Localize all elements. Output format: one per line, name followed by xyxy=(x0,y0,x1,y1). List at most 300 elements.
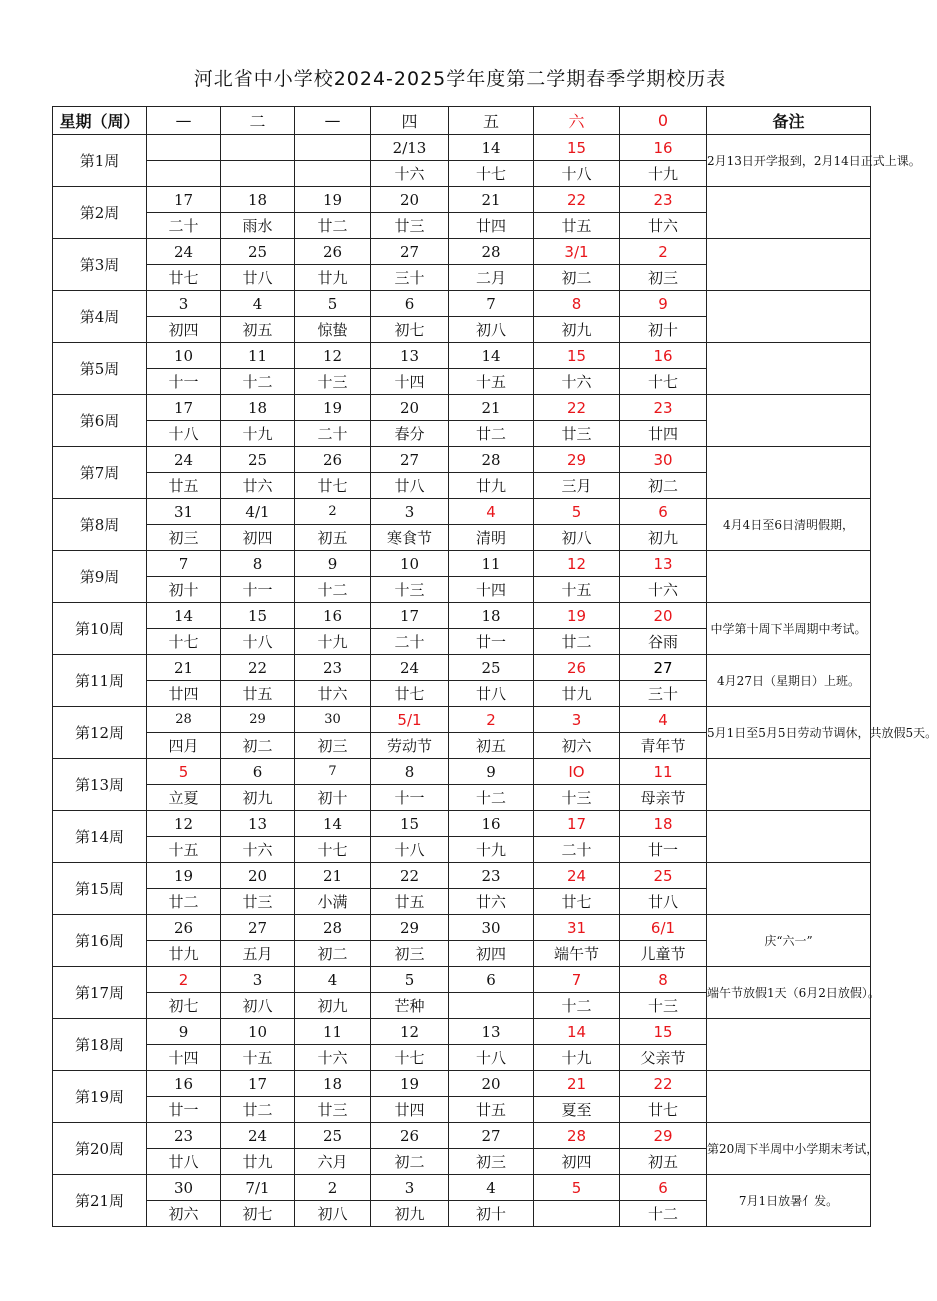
lunar-cell: 十六 xyxy=(620,577,707,603)
date-cell: 6 xyxy=(620,499,707,525)
note-cell xyxy=(707,291,871,343)
date-cell: 2 xyxy=(295,499,371,525)
lunar-cell: 十四 xyxy=(147,1045,221,1071)
header-week: 星期（周） xyxy=(53,107,147,135)
note-cell xyxy=(707,343,871,395)
lunar-cell: 廿七 xyxy=(620,1097,707,1123)
date-cell: 6 xyxy=(449,967,534,993)
week-date-row xyxy=(53,915,871,941)
date-cell: 17 xyxy=(147,395,221,421)
lunar-cell: 初九 xyxy=(221,785,295,811)
week-label: 第18周 xyxy=(53,1019,147,1071)
lunar-cell: 廿六 xyxy=(620,213,707,239)
date-cell: 20 xyxy=(371,395,449,421)
lunar-cell: 立夏 xyxy=(147,785,221,811)
lunar-cell: 初十 xyxy=(620,317,707,343)
lunar-cell: 廿四 xyxy=(449,213,534,239)
lunar-cell: 廿五 xyxy=(449,1097,534,1123)
date-cell: 30 xyxy=(147,1175,221,1201)
lunar-cell: 初十 xyxy=(449,1201,534,1227)
header-fri: 五 xyxy=(449,107,534,135)
date-cell: 13 xyxy=(620,551,707,577)
date-cell: 16 xyxy=(620,343,707,369)
week-label: 第19周 xyxy=(53,1071,147,1123)
date-cell xyxy=(295,135,371,161)
date-cell: 27 xyxy=(449,1123,534,1149)
date-cell: 9 xyxy=(295,551,371,577)
date-cell: 2 xyxy=(620,239,707,265)
lunar-cell: 初三 xyxy=(371,941,449,967)
lunar-cell: 十三 xyxy=(620,993,707,1019)
date-cell: 15 xyxy=(221,603,295,629)
lunar-cell: 雨水 xyxy=(221,213,295,239)
lunar-cell: 廿七 xyxy=(147,265,221,291)
lunar-cell: 廿三 xyxy=(371,213,449,239)
week-date-row xyxy=(53,863,871,889)
date-cell: 10 xyxy=(221,1019,295,1045)
date-cell: 21 xyxy=(534,1071,620,1097)
lunar-cell: 廿二 xyxy=(147,889,221,915)
lunar-cell: 廿五 xyxy=(371,889,449,915)
page-title: 河北省中小学校2024-2025学年度第二学期春季学期校历表 xyxy=(193,68,727,90)
date-cell: 27 xyxy=(371,447,449,473)
lunar-cell: 十八 xyxy=(371,837,449,863)
lunar-cell: 廿九 xyxy=(295,265,371,291)
lunar-cell: 初七 xyxy=(147,993,221,1019)
lunar-cell: 十九 xyxy=(221,421,295,447)
date-cell: 9 xyxy=(620,291,707,317)
date-cell: 6/1 xyxy=(620,915,707,941)
lunar-cell xyxy=(221,161,295,187)
lunar-cell: 十八 xyxy=(449,1045,534,1071)
date-cell: 23 xyxy=(449,863,534,889)
date-cell: 12 xyxy=(147,811,221,837)
lunar-cell: 十九 xyxy=(449,837,534,863)
lunar-cell: 廿八 xyxy=(620,889,707,915)
week-label: 第1周 xyxy=(53,135,147,187)
date-cell: 28 xyxy=(449,239,534,265)
week-date-row xyxy=(53,603,871,629)
date-cell: 21 xyxy=(449,395,534,421)
date-cell: 20 xyxy=(221,863,295,889)
lunar-cell: 二月 xyxy=(449,265,534,291)
week-label: 第7周 xyxy=(53,447,147,499)
lunar-cell: 廿七 xyxy=(534,889,620,915)
lunar-cell: 廿二 xyxy=(534,629,620,655)
date-cell: IO xyxy=(534,759,620,785)
lunar-cell: 廿五 xyxy=(221,681,295,707)
week-date-row xyxy=(53,343,871,369)
date-cell: 26 xyxy=(147,915,221,941)
note-cell: 庆“六一” xyxy=(707,915,871,967)
lunar-cell: 母亲节 xyxy=(620,785,707,811)
lunar-cell: 廿一 xyxy=(449,629,534,655)
date-cell: 20 xyxy=(371,187,449,213)
date-cell: 15 xyxy=(620,1019,707,1045)
lunar-cell: 廿九 xyxy=(449,473,534,499)
lunar-cell: 廿七 xyxy=(295,473,371,499)
date-cell: 22 xyxy=(534,187,620,213)
date-cell: 17 xyxy=(534,811,620,837)
lunar-cell: 廿三 xyxy=(221,889,295,915)
lunar-cell: 初二 xyxy=(534,265,620,291)
week-date-row xyxy=(53,655,871,681)
date-cell: 8 xyxy=(620,967,707,993)
lunar-cell: 廿五 xyxy=(147,473,221,499)
date-cell: 11 xyxy=(620,759,707,785)
lunar-cell: 十一 xyxy=(371,785,449,811)
note-cell xyxy=(707,759,871,811)
lunar-cell: 廿六 xyxy=(221,473,295,499)
date-cell: 20 xyxy=(449,1071,534,1097)
lunar-cell: 十八 xyxy=(221,629,295,655)
note-cell xyxy=(707,551,871,603)
week-date-row xyxy=(53,1019,871,1045)
week-date-row xyxy=(53,759,871,785)
date-cell: 17 xyxy=(371,603,449,629)
note-cell: 2月13日开学报到，2月14日正式上课。 xyxy=(707,135,871,187)
week-date-row xyxy=(53,1123,871,1149)
lunar-cell: 初五 xyxy=(295,525,371,551)
lunar-cell: 十九 xyxy=(534,1045,620,1071)
week-label: 第20周 xyxy=(53,1123,147,1175)
lunar-cell: 初六 xyxy=(147,1201,221,1227)
lunar-cell: 四月 xyxy=(147,733,221,759)
date-cell: 7/1 xyxy=(221,1175,295,1201)
week-date-row xyxy=(53,707,871,733)
date-cell: 25 xyxy=(295,1123,371,1149)
date-cell: 4 xyxy=(221,291,295,317)
lunar-cell: 廿七 xyxy=(371,681,449,707)
lunar-cell: 十六 xyxy=(534,369,620,395)
lunar-cell: 初八 xyxy=(295,1201,371,1227)
date-cell: 6 xyxy=(221,759,295,785)
date-cell: 16 xyxy=(295,603,371,629)
lunar-cell: 初三 xyxy=(147,525,221,551)
date-cell: 25 xyxy=(620,863,707,889)
date-cell: 22 xyxy=(534,395,620,421)
date-cell: 11 xyxy=(295,1019,371,1045)
week-label: 第13周 xyxy=(53,759,147,811)
lunar-cell: 初四 xyxy=(534,1149,620,1175)
lunar-cell: 十八 xyxy=(147,421,221,447)
lunar-cell: 廿三 xyxy=(534,421,620,447)
lunar-cell: 初九 xyxy=(371,1201,449,1227)
date-cell: 2/13 xyxy=(371,135,449,161)
date-cell: 17 xyxy=(147,187,221,213)
lunar-cell: 廿九 xyxy=(147,941,221,967)
week-date-row xyxy=(53,187,871,213)
lunar-cell: 三月 xyxy=(534,473,620,499)
lunar-cell xyxy=(295,161,371,187)
lunar-cell: 十九 xyxy=(295,629,371,655)
note-cell xyxy=(707,395,871,447)
date-cell: 30 xyxy=(295,707,371,733)
lunar-cell: 二十 xyxy=(371,629,449,655)
lunar-cell: 初二 xyxy=(371,1149,449,1175)
date-cell: 30 xyxy=(449,915,534,941)
date-cell: 8 xyxy=(534,291,620,317)
lunar-cell: 初二 xyxy=(620,473,707,499)
week-label: 第15周 xyxy=(53,863,147,915)
date-cell: 5 xyxy=(534,1175,620,1201)
lunar-cell: 廿二 xyxy=(295,213,371,239)
lunar-cell: 初三 xyxy=(295,733,371,759)
header-wed: — xyxy=(295,107,371,135)
week-label: 第5周 xyxy=(53,343,147,395)
lunar-cell: 初十 xyxy=(295,785,371,811)
lunar-cell: 廿四 xyxy=(371,1097,449,1123)
lunar-cell: 廿四 xyxy=(620,421,707,447)
lunar-cell: 初七 xyxy=(371,317,449,343)
week-label: 第6周 xyxy=(53,395,147,447)
date-cell: 10 xyxy=(371,551,449,577)
lunar-cell: 初六 xyxy=(534,733,620,759)
week-date-row xyxy=(53,447,871,473)
note-cell xyxy=(707,187,871,239)
date-cell: 17 xyxy=(221,1071,295,1097)
lunar-cell: 十三 xyxy=(534,785,620,811)
lunar-cell: 廿八 xyxy=(147,1149,221,1175)
lunar-cell: 初四 xyxy=(449,941,534,967)
date-cell: 26 xyxy=(371,1123,449,1149)
week-date-row xyxy=(53,239,871,265)
lunar-cell: 六月 xyxy=(295,1149,371,1175)
date-cell: 10 xyxy=(147,343,221,369)
date-cell: 11 xyxy=(221,343,295,369)
lunar-cell: 初五 xyxy=(221,317,295,343)
lunar-cell: 初二 xyxy=(295,941,371,967)
date-cell: 2 xyxy=(449,707,534,733)
date-cell: 26 xyxy=(295,447,371,473)
header-sat: 六 xyxy=(534,107,620,135)
date-cell: 28 xyxy=(449,447,534,473)
lunar-cell: 十二 xyxy=(534,993,620,1019)
lunar-cell: 初八 xyxy=(221,993,295,1019)
lunar-cell: 十六 xyxy=(221,837,295,863)
lunar-cell: 二十 xyxy=(147,213,221,239)
date-cell: 23 xyxy=(620,187,707,213)
lunar-cell: 十八 xyxy=(534,161,620,187)
date-cell: 14 xyxy=(449,135,534,161)
week-date-row xyxy=(53,291,871,317)
date-cell: 29 xyxy=(371,915,449,941)
lunar-cell: 十七 xyxy=(620,369,707,395)
lunar-cell: 劳动节 xyxy=(371,733,449,759)
date-cell: 14 xyxy=(295,811,371,837)
header-row xyxy=(53,107,871,135)
date-cell: 28 xyxy=(534,1123,620,1149)
lunar-cell: 十二 xyxy=(295,577,371,603)
date-cell: 31 xyxy=(147,499,221,525)
date-cell: 16 xyxy=(449,811,534,837)
date-cell xyxy=(221,135,295,161)
date-cell: 15 xyxy=(534,135,620,161)
date-cell: 23 xyxy=(295,655,371,681)
date-cell: 23 xyxy=(620,395,707,421)
date-cell: 8 xyxy=(221,551,295,577)
lunar-cell: 初二 xyxy=(221,733,295,759)
lunar-cell: 十一 xyxy=(147,369,221,395)
date-cell: 29 xyxy=(620,1123,707,1149)
date-cell: 25 xyxy=(449,655,534,681)
date-cell: 26 xyxy=(534,655,620,681)
lunar-cell: 廿二 xyxy=(449,421,534,447)
note-cell xyxy=(707,1019,871,1071)
lunar-cell: 廿八 xyxy=(221,265,295,291)
date-cell: 4 xyxy=(449,1175,534,1201)
date-cell: 12 xyxy=(295,343,371,369)
lunar-cell: 儿童节 xyxy=(620,941,707,967)
lunar-cell: 二十 xyxy=(534,837,620,863)
lunar-cell: 廿一 xyxy=(620,837,707,863)
lunar-cell: 初七 xyxy=(221,1201,295,1227)
date-cell: 6 xyxy=(620,1175,707,1201)
lunar-cell: 初九 xyxy=(620,525,707,551)
date-cell: 15 xyxy=(371,811,449,837)
date-cell: 18 xyxy=(221,395,295,421)
lunar-cell: 端午节 xyxy=(534,941,620,967)
lunar-cell: 廿三 xyxy=(295,1097,371,1123)
lunar-cell: 寒食节 xyxy=(371,525,449,551)
date-cell: 31 xyxy=(534,915,620,941)
school-calendar-table xyxy=(52,106,937,1227)
lunar-cell: 廿二 xyxy=(221,1097,295,1123)
date-cell: 3 xyxy=(371,1175,449,1201)
date-cell: 24 xyxy=(371,655,449,681)
date-cell: 14 xyxy=(534,1019,620,1045)
lunar-cell: 十二 xyxy=(620,1201,707,1227)
lunar-cell: 清明 xyxy=(449,525,534,551)
note-cell xyxy=(707,811,871,863)
week-date-row xyxy=(53,1071,871,1097)
week-label: 第21周 xyxy=(53,1175,147,1227)
lunar-cell: 初十 xyxy=(147,577,221,603)
date-cell: 24 xyxy=(534,863,620,889)
date-cell: 3 xyxy=(371,499,449,525)
lunar-cell: 三十 xyxy=(371,265,449,291)
date-cell: 21 xyxy=(449,187,534,213)
date-cell: 28 xyxy=(295,915,371,941)
lunar-cell: 十五 xyxy=(221,1045,295,1071)
week-date-row xyxy=(53,1175,871,1201)
date-cell: 23 xyxy=(147,1123,221,1149)
lunar-cell xyxy=(147,161,221,187)
lunar-cell: 廿一 xyxy=(147,1097,221,1123)
lunar-cell: 初五 xyxy=(620,1149,707,1175)
lunar-cell: 初四 xyxy=(221,525,295,551)
week-date-row xyxy=(53,499,871,525)
lunar-cell: 十五 xyxy=(147,837,221,863)
date-cell: 19 xyxy=(371,1071,449,1097)
week-label: 第4周 xyxy=(53,291,147,343)
lunar-cell: 二十 xyxy=(295,421,371,447)
date-cell: 5 xyxy=(295,291,371,317)
lunar-cell: 十六 xyxy=(371,161,449,187)
date-cell: 5/1 xyxy=(371,707,449,733)
lunar-cell: 十一 xyxy=(221,577,295,603)
lunar-cell: 廿四 xyxy=(147,681,221,707)
calendar-body xyxy=(53,135,937,1227)
date-cell: 18 xyxy=(295,1071,371,1097)
date-cell: 27 xyxy=(620,655,707,681)
note-cell xyxy=(707,239,871,291)
lunar-cell: 初四 xyxy=(147,317,221,343)
date-cell: 5 xyxy=(534,499,620,525)
week-label: 第8周 xyxy=(53,499,147,551)
header-sun: 0 xyxy=(620,107,707,135)
date-cell: 2 xyxy=(295,1175,371,1201)
date-cell: 28 xyxy=(147,707,221,733)
lunar-cell: 父亲节 xyxy=(620,1045,707,1071)
lunar-cell: 十三 xyxy=(371,577,449,603)
note-cell: 第20周下半周中小学期末考试， xyxy=(707,1123,871,1175)
date-cell xyxy=(147,135,221,161)
date-cell: 7 xyxy=(534,967,620,993)
date-cell: 5 xyxy=(147,759,221,785)
date-cell: 25 xyxy=(221,447,295,473)
lunar-cell: 十五 xyxy=(449,369,534,395)
date-cell: 12 xyxy=(534,551,620,577)
date-cell: 8 xyxy=(371,759,449,785)
note-cell: 4月27日（星期日）上班。 xyxy=(707,655,871,707)
date-cell: 25 xyxy=(221,239,295,265)
note-cell: 4月4日至6日清明假期， xyxy=(707,499,871,551)
lunar-cell: 初三 xyxy=(620,265,707,291)
lunar-cell: 十四 xyxy=(449,577,534,603)
date-cell: 7 xyxy=(449,291,534,317)
date-cell: 9 xyxy=(147,1019,221,1045)
lunar-cell: 十七 xyxy=(147,629,221,655)
lunar-cell: 十四 xyxy=(371,369,449,395)
lunar-cell: 初九 xyxy=(534,317,620,343)
date-cell: 18 xyxy=(221,187,295,213)
date-cell: 19 xyxy=(147,863,221,889)
lunar-cell: 初五 xyxy=(449,733,534,759)
date-cell: 13 xyxy=(449,1019,534,1045)
date-cell: 6 xyxy=(371,291,449,317)
date-cell: 7 xyxy=(147,551,221,577)
lunar-cell: 青年节 xyxy=(620,733,707,759)
header-notes: 备注 xyxy=(707,107,871,135)
date-cell: 26 xyxy=(295,239,371,265)
date-cell: 9 xyxy=(449,759,534,785)
lunar-cell: 十六 xyxy=(295,1045,371,1071)
lunar-cell: 十九 xyxy=(620,161,707,187)
lunar-cell: 廿九 xyxy=(534,681,620,707)
date-cell: 3 xyxy=(147,291,221,317)
lunar-cell: 春分 xyxy=(371,421,449,447)
lunar-cell xyxy=(534,1201,620,1227)
date-cell: 19 xyxy=(295,395,371,421)
date-cell: 22 xyxy=(221,655,295,681)
date-cell: 29 xyxy=(221,707,295,733)
week-label: 第12周 xyxy=(53,707,147,759)
lunar-cell: 十三 xyxy=(295,369,371,395)
date-cell: 19 xyxy=(295,187,371,213)
lunar-cell: 十五 xyxy=(534,577,620,603)
note-cell xyxy=(707,1071,871,1123)
lunar-cell: 夏至 xyxy=(534,1097,620,1123)
lunar-cell: 廿九 xyxy=(221,1149,295,1175)
date-cell: 3 xyxy=(534,707,620,733)
note-cell: 7月1日放暑亻发。 xyxy=(707,1175,871,1227)
date-cell: 4 xyxy=(620,707,707,733)
date-cell: 29 xyxy=(534,447,620,473)
date-cell: 22 xyxy=(371,863,449,889)
lunar-cell: 小满 xyxy=(295,889,371,915)
date-cell: 3/1 xyxy=(534,239,620,265)
